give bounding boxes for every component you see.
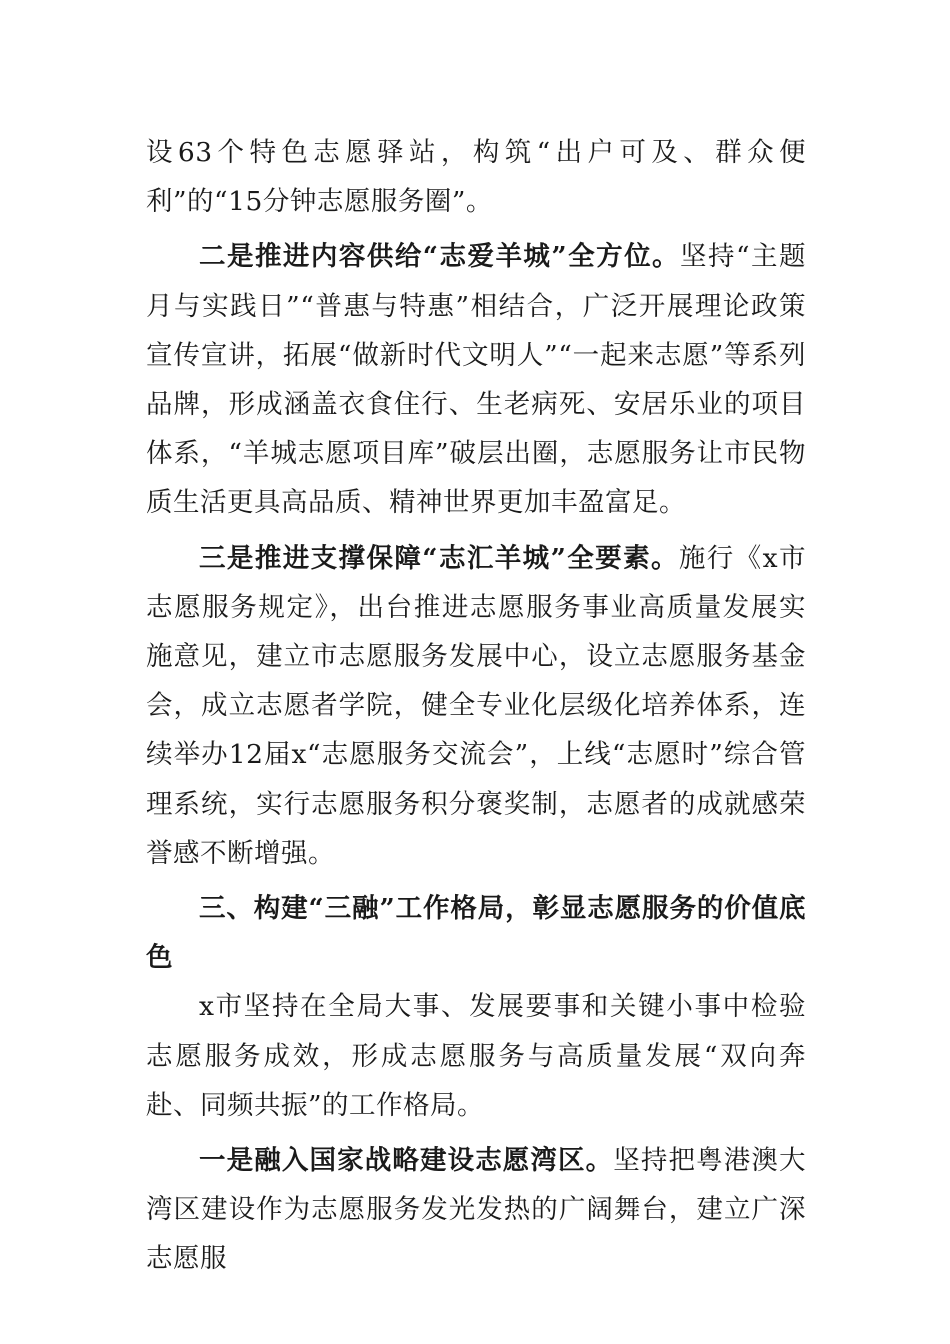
paragraph-text: x市坚持在全局大事、发展要事和关键小事中检验志愿服务成效，形成志愿服务与高质量发展“双向奔赴、同频共振”的工作格局。: [146, 991, 806, 1121]
paragraph-section-intro: [146, 982, 806, 1130]
paragraph-national-strategy: [146, 1136, 806, 1284]
paragraph-text: 坚持把粤港澳大湾区建设作为志愿服务发光发热的广阔舞台，建立广深志愿服: [146, 1145, 807, 1275]
paragraph-lead: 一是融入国家战略建设志愿湾区。: [199, 1145, 614, 1177]
paragraph-lead: 二是推进内容供给“志爱羊城”全方位。: [199, 241, 681, 273]
document-body: [146, 128, 806, 1284]
paragraph-continuation: [146, 128, 806, 226]
paragraph-content-supply: [146, 232, 806, 527]
paragraph-text: 施行《x市志愿服务规定》，出台推进志愿服务事业高质量发展实施意见，建立市志愿服务发展中心，设立志愿服务基金会，成立志愿者学院，健全专业化层级化培养体系，连续举办12届x“志愿服务交流会”，上线“志愿时”综合管理系统，实行志愿服务积分褒奖制，志愿者的成就感荣誉感不断增强。: [146, 542, 806, 869]
paragraph-text: 坚持“主题月与实践日”“普惠与特惠”相结合，广泛开展理论政策宣传宣讲，拓展“做新时代文明人”“一起来志愿”等系列品牌，形成涵盖衣食住行、生老病死、安居乐业的项目体系，“羊城志愿项目库”破层出圈，志愿服务让市民物质生活更具高品质、精神世界更加丰盈富足。: [146, 241, 806, 519]
paragraph-text: 设63个特色志愿驿站，构筑“出户可及、群众便利”的“15分钟志愿服务圈”。: [146, 137, 806, 218]
paragraph-lead: 三是推进支撑保障“志汇羊城”全要素。: [199, 542, 679, 574]
paragraph-support-guarantee: [146, 534, 806, 878]
section-heading-text: 三、构建“三融”工作格局，彰显志愿服务的价值底色: [146, 893, 806, 974]
section-heading: [146, 884, 806, 982]
